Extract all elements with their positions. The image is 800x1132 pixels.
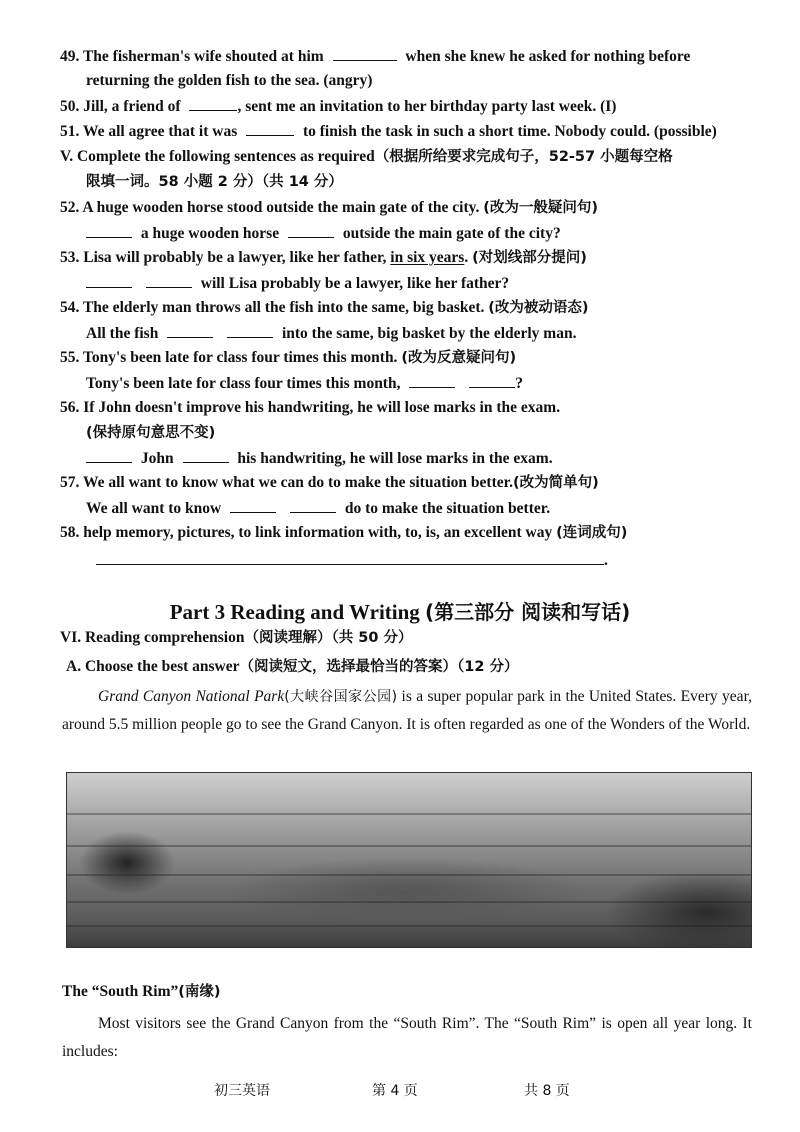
question-56-task-line: [86, 423, 215, 443]
question-49: [60, 46, 690, 67]
question-52-text: 52. A huge wooden horse stood outside the main gate of the city.: [60, 199, 480, 216]
answer-blank[interactable]: [246, 121, 294, 136]
section-vi-title: VI. Reading comprehension: [60, 629, 245, 646]
answer-blank[interactable]: [86, 223, 132, 238]
answer-text: We all want to know: [86, 500, 222, 517]
answer-blank[interactable]: [230, 498, 276, 513]
section-v-heading-line2: [86, 172, 343, 192]
answer-text: do to make the situation better.: [344, 500, 551, 517]
passage-paragraph-2: Most visitors see the Grand Canyon from the “South Rim”. The “South Rim” is open all year long. It includes:: [62, 1015, 752, 1060]
answer-blank[interactable]: [288, 223, 334, 238]
question-55-text: 55. Tony's been late for class four times this month.: [60, 349, 398, 366]
section-v-heading: [60, 147, 673, 167]
question-51-text-cont: to finish the task in such a short time. Nobody could. (possible): [302, 123, 717, 140]
section-v-title-cn2: 限填一词。58 小题 2 分）（共 14 分）: [86, 174, 343, 190]
answer-blank[interactable]: [333, 46, 397, 61]
question-54-task: (改为被动语态): [488, 300, 589, 316]
underlined-phrase: in six years: [390, 249, 465, 266]
footer-subject: 初三英语: [214, 1083, 270, 1099]
park-name-cn: (大峡谷国家公园): [284, 689, 398, 705]
answer-text: John: [140, 450, 174, 467]
question-53-task: (对划线部分提问): [472, 250, 587, 266]
answer-blank[interactable]: [167, 323, 213, 338]
footer-page-total: 共 8 页: [524, 1083, 570, 1099]
question-58-answer: [96, 550, 608, 571]
question-56: [60, 398, 560, 418]
south-rim-heading: [62, 982, 221, 1002]
question-56-text: 56. If John doesn't improve his handwriting, he will lose marks in the exam.: [60, 399, 561, 416]
section-v-title-cn: （根据所给要求完成句子，52-57 小题每空格: [374, 149, 673, 165]
answer-line[interactable]: [96, 550, 604, 565]
answer-text: into the same, big basket by the elderly man.: [281, 325, 577, 342]
section-vi-title-cn: （阅读理解）（共 50 分）: [244, 630, 413, 646]
answer-text: his handwriting, he will lose marks in the exam.: [237, 450, 553, 467]
question-58-text: 58. help memory, pictures, to link information with, to, is, an excellent way: [60, 524, 553, 541]
question-50-text-cont: , sent me an invitation to her birthday party last week. (I): [237, 98, 617, 115]
question-51: [60, 121, 717, 142]
question-56-answer: [86, 448, 553, 469]
part-3-title-cn: (第三部分 阅读和写话): [425, 600, 631, 624]
section-a-title-cn: （阅读短文，选择最恰当的答案）（12 分）: [239, 659, 519, 675]
question-58: [60, 523, 627, 543]
answer-blank[interactable]: [227, 323, 273, 338]
question-50-text: 50. Jill, a friend of: [60, 98, 181, 115]
punctuation: .: [464, 249, 469, 266]
park-name: Grand Canyon National Park: [98, 688, 285, 705]
question-56-task: (保持原句意思不变): [86, 425, 216, 441]
answer-blank[interactable]: [146, 273, 192, 288]
question-57-task: (改为简单句): [512, 475, 599, 491]
question-52-answer: [86, 223, 561, 244]
answer-blank[interactable]: [183, 448, 229, 463]
answer-blank[interactable]: [189, 96, 237, 111]
answer-blank[interactable]: [290, 498, 336, 513]
section-a-heading: [66, 657, 519, 677]
answer-text: All the fish: [86, 325, 159, 342]
question-53-text: 53. Lisa will probably be a lawyer, like her father,: [60, 249, 387, 266]
question-50: [60, 96, 616, 117]
south-rim-title-cn: (南缘): [178, 984, 221, 1000]
answer-blank[interactable]: [86, 448, 132, 463]
passage-paragraph-1: [62, 683, 752, 739]
punctuation: .: [604, 552, 608, 569]
question-53: [60, 248, 587, 268]
question-57: [60, 473, 599, 493]
answer-blank[interactable]: [469, 373, 515, 388]
question-54-answer: [86, 323, 576, 344]
question-49-text-cont: when she knew he asked for nothing before: [405, 48, 691, 65]
section-vi-heading: [60, 628, 412, 648]
question-55: [60, 348, 516, 368]
question-52: [60, 198, 598, 218]
answer-text: will Lisa probably be a lawyer, like her father?: [200, 275, 510, 292]
answer-text: outside the main gate of the city?: [342, 225, 561, 242]
south-rim-title: The “South Rim”: [62, 983, 179, 1000]
section-v-title: V. Complete the following sentences as required: [60, 148, 375, 165]
question-53-answer: [86, 273, 509, 294]
question-55-answer: [86, 373, 523, 394]
answer-text: ?: [515, 375, 523, 392]
question-54-text: 54. The elderly man throws all the fish into the same, big basket.: [60, 299, 485, 316]
question-55-task: (改为反意疑问句): [401, 350, 517, 366]
part-3-title: [0, 596, 800, 625]
section-a-title: A. Choose the best answer: [66, 658, 240, 675]
part-3-title-en: Part 3 Reading and Writing: [169, 600, 420, 624]
question-54: [60, 298, 589, 318]
answer-text: a huge wooden horse: [140, 225, 280, 242]
question-57-answer: [86, 498, 550, 519]
question-51-text: 51. We all agree that it was: [60, 123, 238, 140]
answer-blank[interactable]: [409, 373, 455, 388]
question-49-line2: returning the golden fish to the sea. (angry): [86, 72, 373, 89]
paragraph-text: is a super popular park in the United States. Every year, around 5.5 million people go to see the Grand Canyon. It is often regarded as one of the Wonders of the World.: [62, 688, 752, 733]
answer-text: Tony's been late for class four times this month,: [86, 375, 401, 392]
question-57-text: 57. We all want to know what we can do to make the situation better.: [60, 474, 513, 491]
answer-blank[interactable]: [86, 273, 132, 288]
question-52-task: (改为一般疑问句): [483, 200, 599, 216]
question-58-task: (连词成句): [556, 525, 628, 541]
question-49-text: 49. The fisherman's wife shouted at him: [60, 48, 324, 65]
footer-page-number: 第 4 页: [372, 1083, 418, 1099]
grand-canyon-photo: [66, 772, 752, 948]
